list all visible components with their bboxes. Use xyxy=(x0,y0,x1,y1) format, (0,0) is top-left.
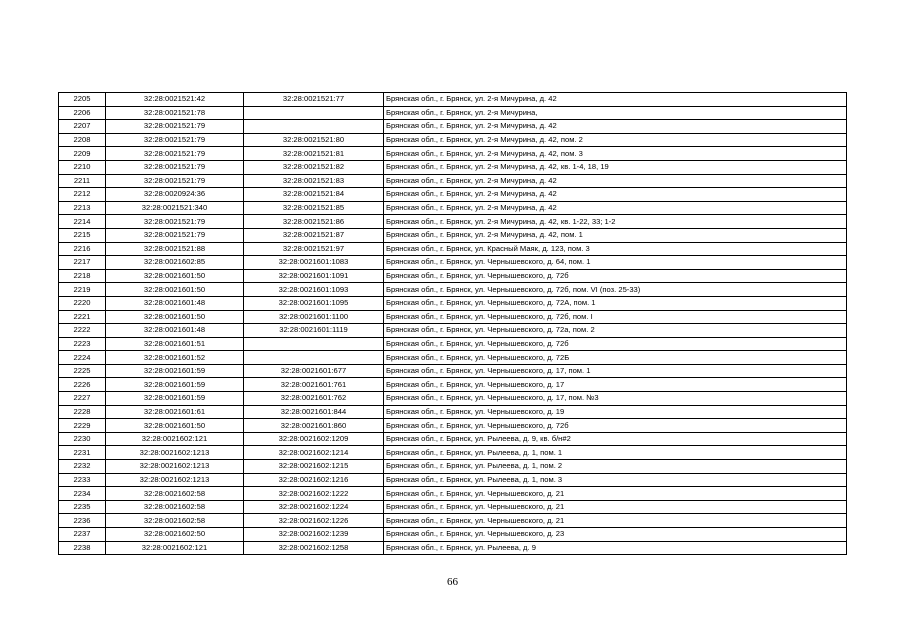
address-cell: Брянская обл., г. Брянск, ул. Чернышевского, д. 17, пом. 1 xyxy=(384,364,847,378)
cadastral-number-cell: 32:28:0021601:52 xyxy=(106,351,244,365)
address-cell: Брянская обл., г. Брянск, ул. Чернышевского, д. 17 xyxy=(384,378,847,392)
address-cell: Брянская обл., г. Брянск, ул. Рылеева, д. 1, пом. 3 xyxy=(384,473,847,487)
cadastral-number-cell: 32:28:0021521:79 xyxy=(106,120,244,134)
cadastral-number-cell: 32:28:0021601:61 xyxy=(106,405,244,419)
related-cadastral-number-cell xyxy=(244,337,384,351)
cadastral-number-cell: 32:28:0021521:79 xyxy=(106,133,244,147)
address-cell: Брянская обл., г. Брянск, ул. Чернышевского, д. 72б xyxy=(384,269,847,283)
cadastral-number-cell: 32:28:0021601:48 xyxy=(106,296,244,310)
table-row xyxy=(59,446,847,460)
table-row xyxy=(59,419,847,433)
address-cell: Брянская обл., г. Брянск, ул. Чернышевского, д. 72б xyxy=(384,337,847,351)
cadastral-number-cell: 32:28:0021601:59 xyxy=(106,392,244,406)
related-cadastral-number-cell: 32:28:0021602:1209 xyxy=(244,432,384,446)
cadastral-number-cell: 32:28:0021601:59 xyxy=(106,378,244,392)
related-cadastral-number-cell: 32:28:0021602:1216 xyxy=(244,473,384,487)
address-cell: Брянская обл., г. Брянск, ул. Чернышевского, д. 21 xyxy=(384,514,847,528)
related-cadastral-number-cell: 32:28:0021602:1226 xyxy=(244,514,384,528)
address-cell: Брянская обл., г. Брянск, ул. Красный Маяк, д. 123, пом. 3 xyxy=(384,242,847,256)
row-number-cell: 2236 xyxy=(59,514,106,528)
table-row xyxy=(59,324,847,338)
related-cadastral-number-cell: 32:28:0021521:81 xyxy=(244,147,384,161)
table-row xyxy=(59,188,847,202)
cadastral-number-cell: 32:28:0021602:121 xyxy=(106,541,244,555)
row-number-cell: 2208 xyxy=(59,133,106,147)
table-row xyxy=(59,514,847,528)
address-cell: Брянская обл., г. Брянск, ул. Чернышевского, д. 19 xyxy=(384,405,847,419)
cadastral-number-cell: 32:28:0021601:50 xyxy=(106,269,244,283)
row-number-cell: 2207 xyxy=(59,120,106,134)
row-number-cell: 2225 xyxy=(59,364,106,378)
table-row xyxy=(59,528,847,542)
address-cell: Брянская обл., г. Брянск, ул. Чернышевского, д. 72б, пом. I xyxy=(384,310,847,324)
table-row xyxy=(59,351,847,365)
table-row xyxy=(59,201,847,215)
row-number-cell: 2215 xyxy=(59,228,106,242)
table-row xyxy=(59,93,847,107)
row-number-cell: 2211 xyxy=(59,174,106,188)
row-number-cell: 2205 xyxy=(59,93,106,107)
table-row xyxy=(59,242,847,256)
related-cadastral-number-cell: 32:28:0021521:82 xyxy=(244,160,384,174)
table-row xyxy=(59,228,847,242)
related-cadastral-number-cell: 32:28:0021601:860 xyxy=(244,419,384,433)
address-cell: Брянская обл., г. Брянск, ул. 2-я Мичурина, д. 42 xyxy=(384,93,847,107)
address-cell: Брянская обл., г. Брянск, ул. 2-я Мичурина, xyxy=(384,106,847,120)
cadastral-number-cell: 32:28:0021601:50 xyxy=(106,419,244,433)
cadastral-number-cell: 32:28:0021601:50 xyxy=(106,283,244,297)
address-cell: Брянская обл., г. Брянск, ул. 2-я Мичурина, д. 42 xyxy=(384,201,847,215)
address-cell: Брянская обл., г. Брянск, ул. 2-я Мичурина, д. 42, кв. 1-4, 18, 19 xyxy=(384,160,847,174)
cadastral-number-cell: 32:28:0021601:48 xyxy=(106,324,244,338)
table-row xyxy=(59,174,847,188)
address-cell: Брянская обл., г. Брянск, ул. Чернышевского, д. 17, пом. №3 xyxy=(384,392,847,406)
row-number-cell: 2237 xyxy=(59,528,106,542)
row-number-cell: 2228 xyxy=(59,405,106,419)
cadastral-number-cell: 32:28:0021602:58 xyxy=(106,487,244,501)
address-cell: Брянская обл., г. Брянск, ул. Чернышевского, д. 21 xyxy=(384,487,847,501)
row-number-cell: 2218 xyxy=(59,269,106,283)
registry-table-body xyxy=(59,93,847,555)
address-cell: Брянская обл., г. Брянск, ул. Чернышевского, д. 64, пом. 1 xyxy=(384,256,847,270)
row-number-cell: 2217 xyxy=(59,256,106,270)
row-number-cell: 2220 xyxy=(59,296,106,310)
address-cell: Брянская обл., г. Брянск, ул. 2-я Мичурина, д. 42, пом. 2 xyxy=(384,133,847,147)
address-cell: Брянская обл., г. Брянск, ул. 2-я Мичурина, д. 42, пом. 3 xyxy=(384,147,847,161)
address-cell: Брянская обл., г. Брянск, ул. 2-я Мичурина, д. 42 xyxy=(384,188,847,202)
related-cadastral-number-cell: 32:28:0021601:761 xyxy=(244,378,384,392)
table-row xyxy=(59,215,847,229)
related-cadastral-number-cell: 32:28:0021602:1224 xyxy=(244,500,384,514)
related-cadastral-number-cell: 32:28:0021601:1091 xyxy=(244,269,384,283)
related-cadastral-number-cell: 32:28:0021601:844 xyxy=(244,405,384,419)
table-row xyxy=(59,269,847,283)
cadastral-number-cell: 32:28:0021521:79 xyxy=(106,215,244,229)
row-number-cell: 2223 xyxy=(59,337,106,351)
table-row xyxy=(59,392,847,406)
related-cadastral-number-cell: 32:28:0021602:1214 xyxy=(244,446,384,460)
related-cadastral-number-cell: 32:28:0021521:84 xyxy=(244,188,384,202)
table-row xyxy=(59,147,847,161)
related-cadastral-number-cell: 32:28:0021601:762 xyxy=(244,392,384,406)
row-number-cell: 2230 xyxy=(59,432,106,446)
table-row xyxy=(59,473,847,487)
row-number-cell: 2233 xyxy=(59,473,106,487)
table-row xyxy=(59,106,847,120)
page-number: 66 xyxy=(447,576,458,588)
row-number-cell: 2216 xyxy=(59,242,106,256)
related-cadastral-number-cell: 32:28:0021521:77 xyxy=(244,93,384,107)
cadastral-number-cell: 32:28:0021601:50 xyxy=(106,310,244,324)
table-row xyxy=(59,460,847,474)
table-row xyxy=(59,378,847,392)
cadastral-number-cell: 32:28:0021521:42 xyxy=(106,93,244,107)
cadastral-number-cell: 32:28:0021602:85 xyxy=(106,256,244,270)
table-row xyxy=(59,296,847,310)
related-cadastral-number-cell: 32:28:0021521:83 xyxy=(244,174,384,188)
related-cadastral-number-cell: 32:28:0021601:1119 xyxy=(244,324,384,338)
address-cell: Брянская обл., г. Брянск, ул. Рылеева, д. 9 xyxy=(384,541,847,555)
row-number-cell: 2238 xyxy=(59,541,106,555)
related-cadastral-number-cell: 32:28:0021602:1215 xyxy=(244,460,384,474)
address-cell: Брянская обл., г. Брянск, ул. Чернышевского, д. 72А, пом. 1 xyxy=(384,296,847,310)
address-cell: Брянская обл., г. Брянск, ул. Рылеева, д. 1, пом. 1 xyxy=(384,446,847,460)
row-number-cell: 2221 xyxy=(59,310,106,324)
related-cadastral-number-cell: 32:28:0021602:1222 xyxy=(244,487,384,501)
related-cadastral-number-cell: 32:28:0021601:1100 xyxy=(244,310,384,324)
row-number-cell: 2209 xyxy=(59,147,106,161)
related-cadastral-number-cell: 32:28:0021602:1239 xyxy=(244,528,384,542)
related-cadastral-number-cell: 32:28:0021521:86 xyxy=(244,215,384,229)
table-row xyxy=(59,283,847,297)
address-cell: Брянская обл., г. Брянск, ул. Рылеева, д. 1, пом. 2 xyxy=(384,460,847,474)
related-cadastral-number-cell: 32:28:0021521:97 xyxy=(244,242,384,256)
cadastral-number-cell: 32:28:0021602:1213 xyxy=(106,460,244,474)
row-number-cell: 2232 xyxy=(59,460,106,474)
row-number-cell: 2227 xyxy=(59,392,106,406)
row-number-cell: 2226 xyxy=(59,378,106,392)
row-number-cell: 2229 xyxy=(59,419,106,433)
row-number-cell: 2210 xyxy=(59,160,106,174)
related-cadastral-number-cell: 32:28:0021602:1258 xyxy=(244,541,384,555)
row-number-cell: 2231 xyxy=(59,446,106,460)
address-cell: Брянская обл., г. Брянск, ул. 2-я Мичурина, д. 42 xyxy=(384,174,847,188)
related-cadastral-number-cell: 32:28:0021601:1093 xyxy=(244,283,384,297)
related-cadastral-number-cell: 32:28:0021601:1083 xyxy=(244,256,384,270)
row-number-cell: 2219 xyxy=(59,283,106,297)
row-number-cell: 2206 xyxy=(59,106,106,120)
address-cell: Брянская обл., г. Брянск, ул. Чернышевского, д. 72Б xyxy=(384,351,847,365)
related-cadastral-number-cell: 32:28:0021601:677 xyxy=(244,364,384,378)
table-row xyxy=(59,500,847,514)
table-row xyxy=(59,310,847,324)
table-row xyxy=(59,541,847,555)
row-number-cell: 2214 xyxy=(59,215,106,229)
address-cell: Брянская обл., г. Брянск, ул. 2-я Мичурина, д. 42, пом. 1 xyxy=(384,228,847,242)
cadastral-number-cell: 32:28:0021521:79 xyxy=(106,174,244,188)
row-number-cell: 2222 xyxy=(59,324,106,338)
row-number-cell: 2235 xyxy=(59,500,106,514)
cadastral-number-cell: 32:28:0021601:51 xyxy=(106,337,244,351)
cadastral-number-cell: 32:28:0021602:58 xyxy=(106,514,244,528)
cadastral-number-cell: 32:28:0021602:1213 xyxy=(106,473,244,487)
registry-table xyxy=(58,92,847,555)
table-row xyxy=(59,256,847,270)
cadastral-number-cell: 32:28:0021521:88 xyxy=(106,242,244,256)
cadastral-number-cell: 32:28:0021602:121 xyxy=(106,432,244,446)
table-row xyxy=(59,120,847,134)
address-cell: Брянская обл., г. Брянск, ул. Чернышевского, д. 21 xyxy=(384,500,847,514)
related-cadastral-number-cell xyxy=(244,351,384,365)
cadastral-number-cell: 32:28:0021602:50 xyxy=(106,528,244,542)
table-row xyxy=(59,160,847,174)
table-row xyxy=(59,133,847,147)
address-cell: Брянская обл., г. Брянск, ул. Чернышевского, д. 23 xyxy=(384,528,847,542)
cadastral-number-cell: 32:28:0021521:79 xyxy=(106,160,244,174)
address-cell: Брянская обл., г. Брянск, ул. Чернышевского, д. 72а, пом. 2 xyxy=(384,324,847,338)
related-cadastral-number-cell xyxy=(244,120,384,134)
table-row xyxy=(59,364,847,378)
cadastral-number-cell: 32:28:0021602:1213 xyxy=(106,446,244,460)
cadastral-number-cell: 32:28:0021521:78 xyxy=(106,106,244,120)
cadastral-number-cell: 32:28:0021521:340 xyxy=(106,201,244,215)
related-cadastral-number-cell xyxy=(244,106,384,120)
address-cell: Брянская обл., г. Брянск, ул. Чернышевского, д. 72б xyxy=(384,419,847,433)
address-cell: Брянская обл., г. Брянск, ул. Чернышевского, д. 72б, пом. VI (поз. 25-33) xyxy=(384,283,847,297)
cadastral-number-cell: 32:28:0020924:36 xyxy=(106,188,244,202)
related-cadastral-number-cell: 32:28:0021521:80 xyxy=(244,133,384,147)
related-cadastral-number-cell: 32:28:0021521:87 xyxy=(244,228,384,242)
row-number-cell: 2224 xyxy=(59,351,106,365)
row-number-cell: 2213 xyxy=(59,201,106,215)
address-cell: Брянская обл., г. Брянск, ул. 2-я Мичурина, д. 42, кв. 1-22, 33; 1-2 xyxy=(384,215,847,229)
cadastral-number-cell: 32:28:0021601:59 xyxy=(106,364,244,378)
row-number-cell: 2212 xyxy=(59,188,106,202)
table-row xyxy=(59,337,847,351)
address-cell: Брянская обл., г. Брянск, ул. Рылеева, д. 9, кв. б/н#2 xyxy=(384,432,847,446)
table-row xyxy=(59,432,847,446)
cadastral-number-cell: 32:28:0021521:79 xyxy=(106,228,244,242)
address-cell: Брянская обл., г. Брянск, ул. 2-я Мичурина, д. 42 xyxy=(384,120,847,134)
cadastral-number-cell: 32:28:0021521:79 xyxy=(106,147,244,161)
row-number-cell: 2234 xyxy=(59,487,106,501)
table-row xyxy=(59,405,847,419)
cadastral-number-cell: 32:28:0021602:58 xyxy=(106,500,244,514)
table-row xyxy=(59,487,847,501)
related-cadastral-number-cell: 32:28:0021521:85 xyxy=(244,201,384,215)
related-cadastral-number-cell: 32:28:0021601:1095 xyxy=(244,296,384,310)
